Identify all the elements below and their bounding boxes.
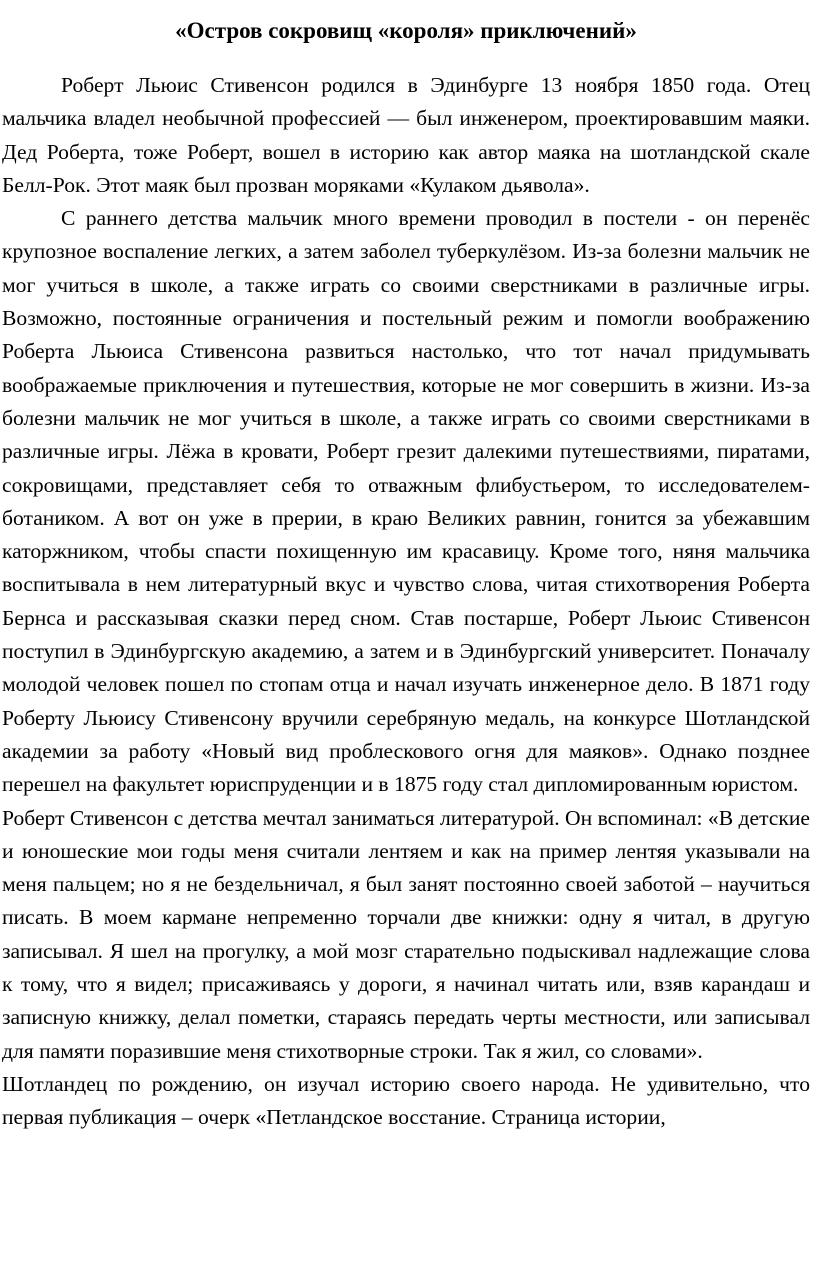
document-title: «Остров сокровищ «короля» приключений» — [175, 18, 637, 43]
paragraph-childhood: С раннего детства мальчик много времени проводил в постели - он перенёс крупозное воспаление легких, а затем заболел туберкулёзом. Из-за болезни мальчик не мог учиться в школе, а также играть со своими сверстниками в различные игры. Возможно, постоянные ограничения и постельный режим и помогли воображению Роберта Льюиса Стивенсона развиться настолько, что тот начал придумывать воображаемые приключения и путешествия, которые не мог совершить в жизни. Из-за болезни мальчик не мог учиться в школе, а также играть со своими сверстниками в различные игры. Лёжа в кровати, Роберт грезит далекими путешествиями, пиратами, сокровищами, представляет себя то отважным флибустьером, то исследователем-ботаником. А вот он уже в прерии, в краю Великих равнин, гонится за убежавшим каторжником, чтобы спасти похищенную им красавицу. Кроме того, няня мальчика воспитывала в нем литературный вкус и чувство слова, читая стихотворения Роберта Бернса и рассказывая сказки перед сном. Став постарше, Роберт Льюис Стивенсон поступил в Эдинбургскую академию, а затем и в Эдинбургский университет. Поначалу молодой человек пошел по стопам отца и начал изучать инженерное дело. В 1871 году Роберту Льюису Стивенсону вручили серебряную медаль, на конкурсе Шотландской академии за работу «Новый вид проблескового огня для маяков». Однако позднее перешел на факультет юриспруденции и в 1875 году стал дипломированным юристом. — [2, 206, 810, 797]
paragraph-birth: Роберт Льюис Стивенсон родился в Эдинбурге 13 ноября 1850 года. Отец мальчика владел необычной профессией — был инженером, проектировавшим маяки. Дед Роберта, тоже Роберт, вошел в историю как автор маяка на шотландской скале Белл-Рок. Этот маяк был прозван моряками «Кулаком дьявола». — [2, 73, 810, 197]
paragraph-literature: Роберт Стивенсон с детства мечтал заниматься литературой. Он вспоминал: «В детские и юношеские мои годы меня считали лентяем и как на пример лентяя указывали на меня пальцем; но я не бездельничал, я был занят постоянно своей заботой – научиться писать. В моем кармане непременно торчали две книжки: одну я читал, в другую записывал. Я шел на прогулку, а мой мозг старательно подыскивал надлежащие слова к тому, что я видел; присаживаясь у дороги, я начинал читать или, взяв карандаш и записную книжку, делал пометки, стараясь передать черты местности, или записывал для памяти поразившие меня стихотворные строки. Так я жил, со словами». — [2, 805, 810, 1063]
paragraph-scottish-history: Шотландец по рождению, он изучал историю своего народа. Не удивительно, что первая публикация – очерк «Петландское восстание. Страница истории, — [2, 1071, 810, 1130]
